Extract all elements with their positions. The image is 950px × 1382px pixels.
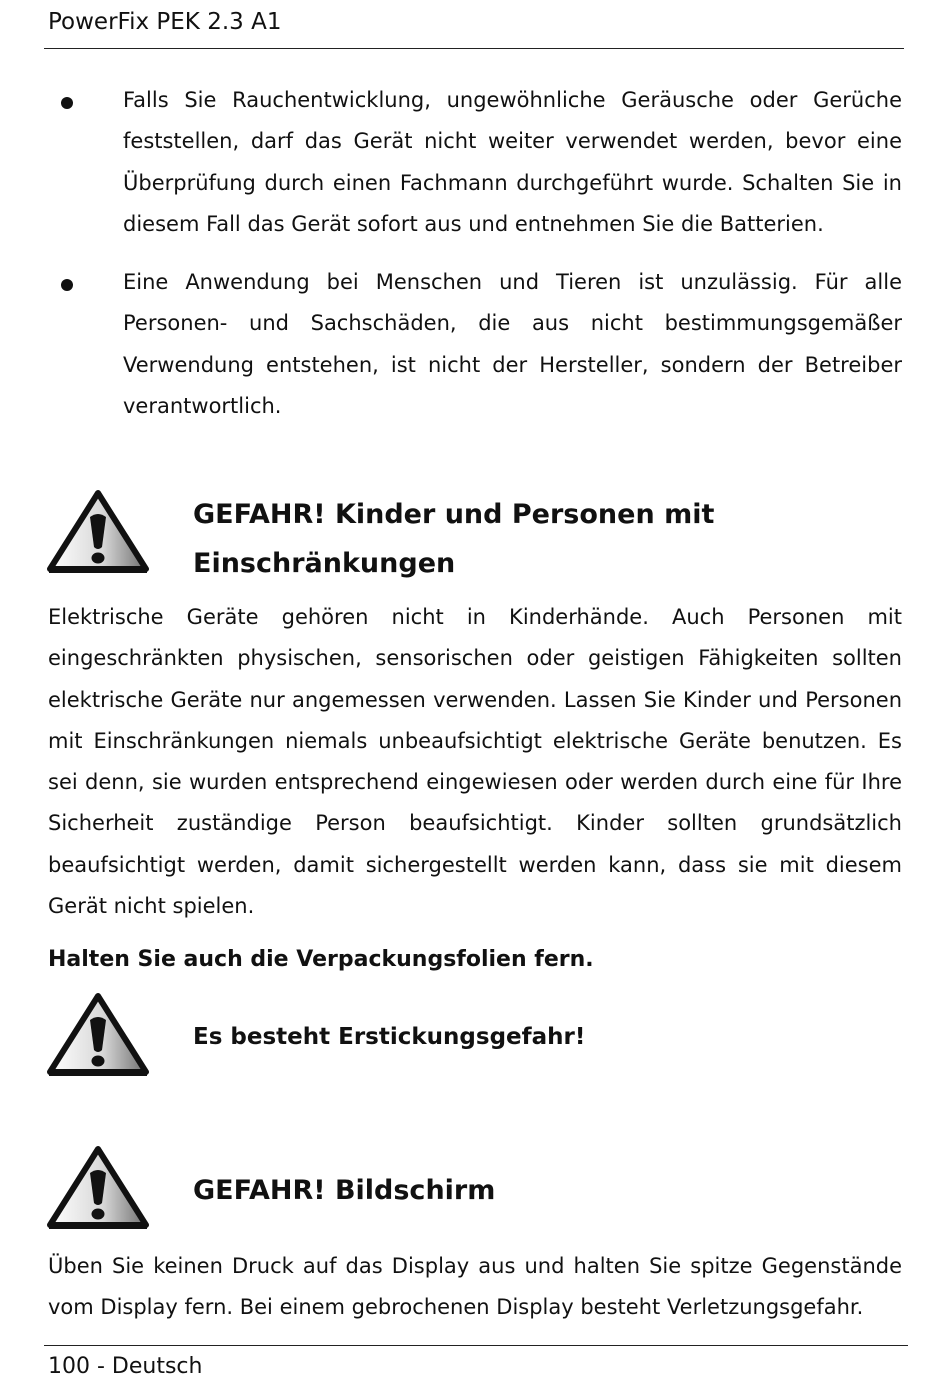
section-body-text: Üben Sie keinen Druck auf das Display aus und halten Sie spitze Gegenstände vom Display fern. Bei einem gebrochenen Display besteht Verletzungsgefahr. [48, 1254, 902, 1320]
bullet-icon [61, 279, 73, 291]
bullet-text: Falls Sie Rauchentwicklung, ungewöhnliche Geräusche oder Gerüche feststellen, darf das Gerät nicht weiter verwendet werden, bevor eine Überprüfung durch einen Fachmann durchgeführt wurde. Schalten Sie in diesem Fall das Gerät sofort aus und entnehmen Sie die Batterien. [123, 88, 902, 236]
suffocation-warning: Es besteht Erstickungsgefahr! [193, 1024, 586, 1050]
section-title-continued: Einschränkungen [193, 548, 456, 579]
section-title: GEFAHR! Kinder und Personen mit [193, 499, 715, 530]
header-divider [44, 48, 904, 49]
page-header-title: PowerFix PEK 2.3 A1 [48, 9, 282, 35]
bullet-icon [61, 97, 73, 109]
section-body-text: Elektrische Geräte gehören nicht in Kinderhände. Auch Personen mit eingeschränkten physischen, sensorischen oder geistigen Fähigkeiten sollten elektrische Geräte nur angemessen verwenden. Lassen Sie Kinder und Personen mit Einschränkungen niemals unbeaufsichtigt elektrische Geräte benutzen. Es sei denn, sie wurden entsprechend eingewiesen oder werden durch eine für Ihre Sicherheit zuständige Person beaufsichtigt. Kinder sollten grundsätzlich beaufsichtigt werden, damit sichergestellt werden kann, dass sie mit diesem Gerät nicht spielen. [48, 605, 902, 919]
section-title: GEFAHR! Bildschirm [193, 1175, 496, 1206]
page-number: 100 - Deutsch [48, 1354, 203, 1379]
warning-triangle-icon [46, 489, 150, 575]
packaging-note: Halten Sie auch die Verpackungsfolien fern. [48, 947, 594, 972]
warning-triangle-icon [46, 1145, 150, 1231]
bullet-text: Eine Anwendung bei Menschen und Tieren ist unzulässig. Für alle Personen- und Sachschäden, die aus nicht bestimmungsgemäßer Verwendung entstehen, ist nicht der Hersteller, sondern der Betreiber verantwortlich. [123, 270, 902, 418]
warning-triangle-icon [46, 992, 150, 1078]
footer-divider [44, 1345, 908, 1346]
